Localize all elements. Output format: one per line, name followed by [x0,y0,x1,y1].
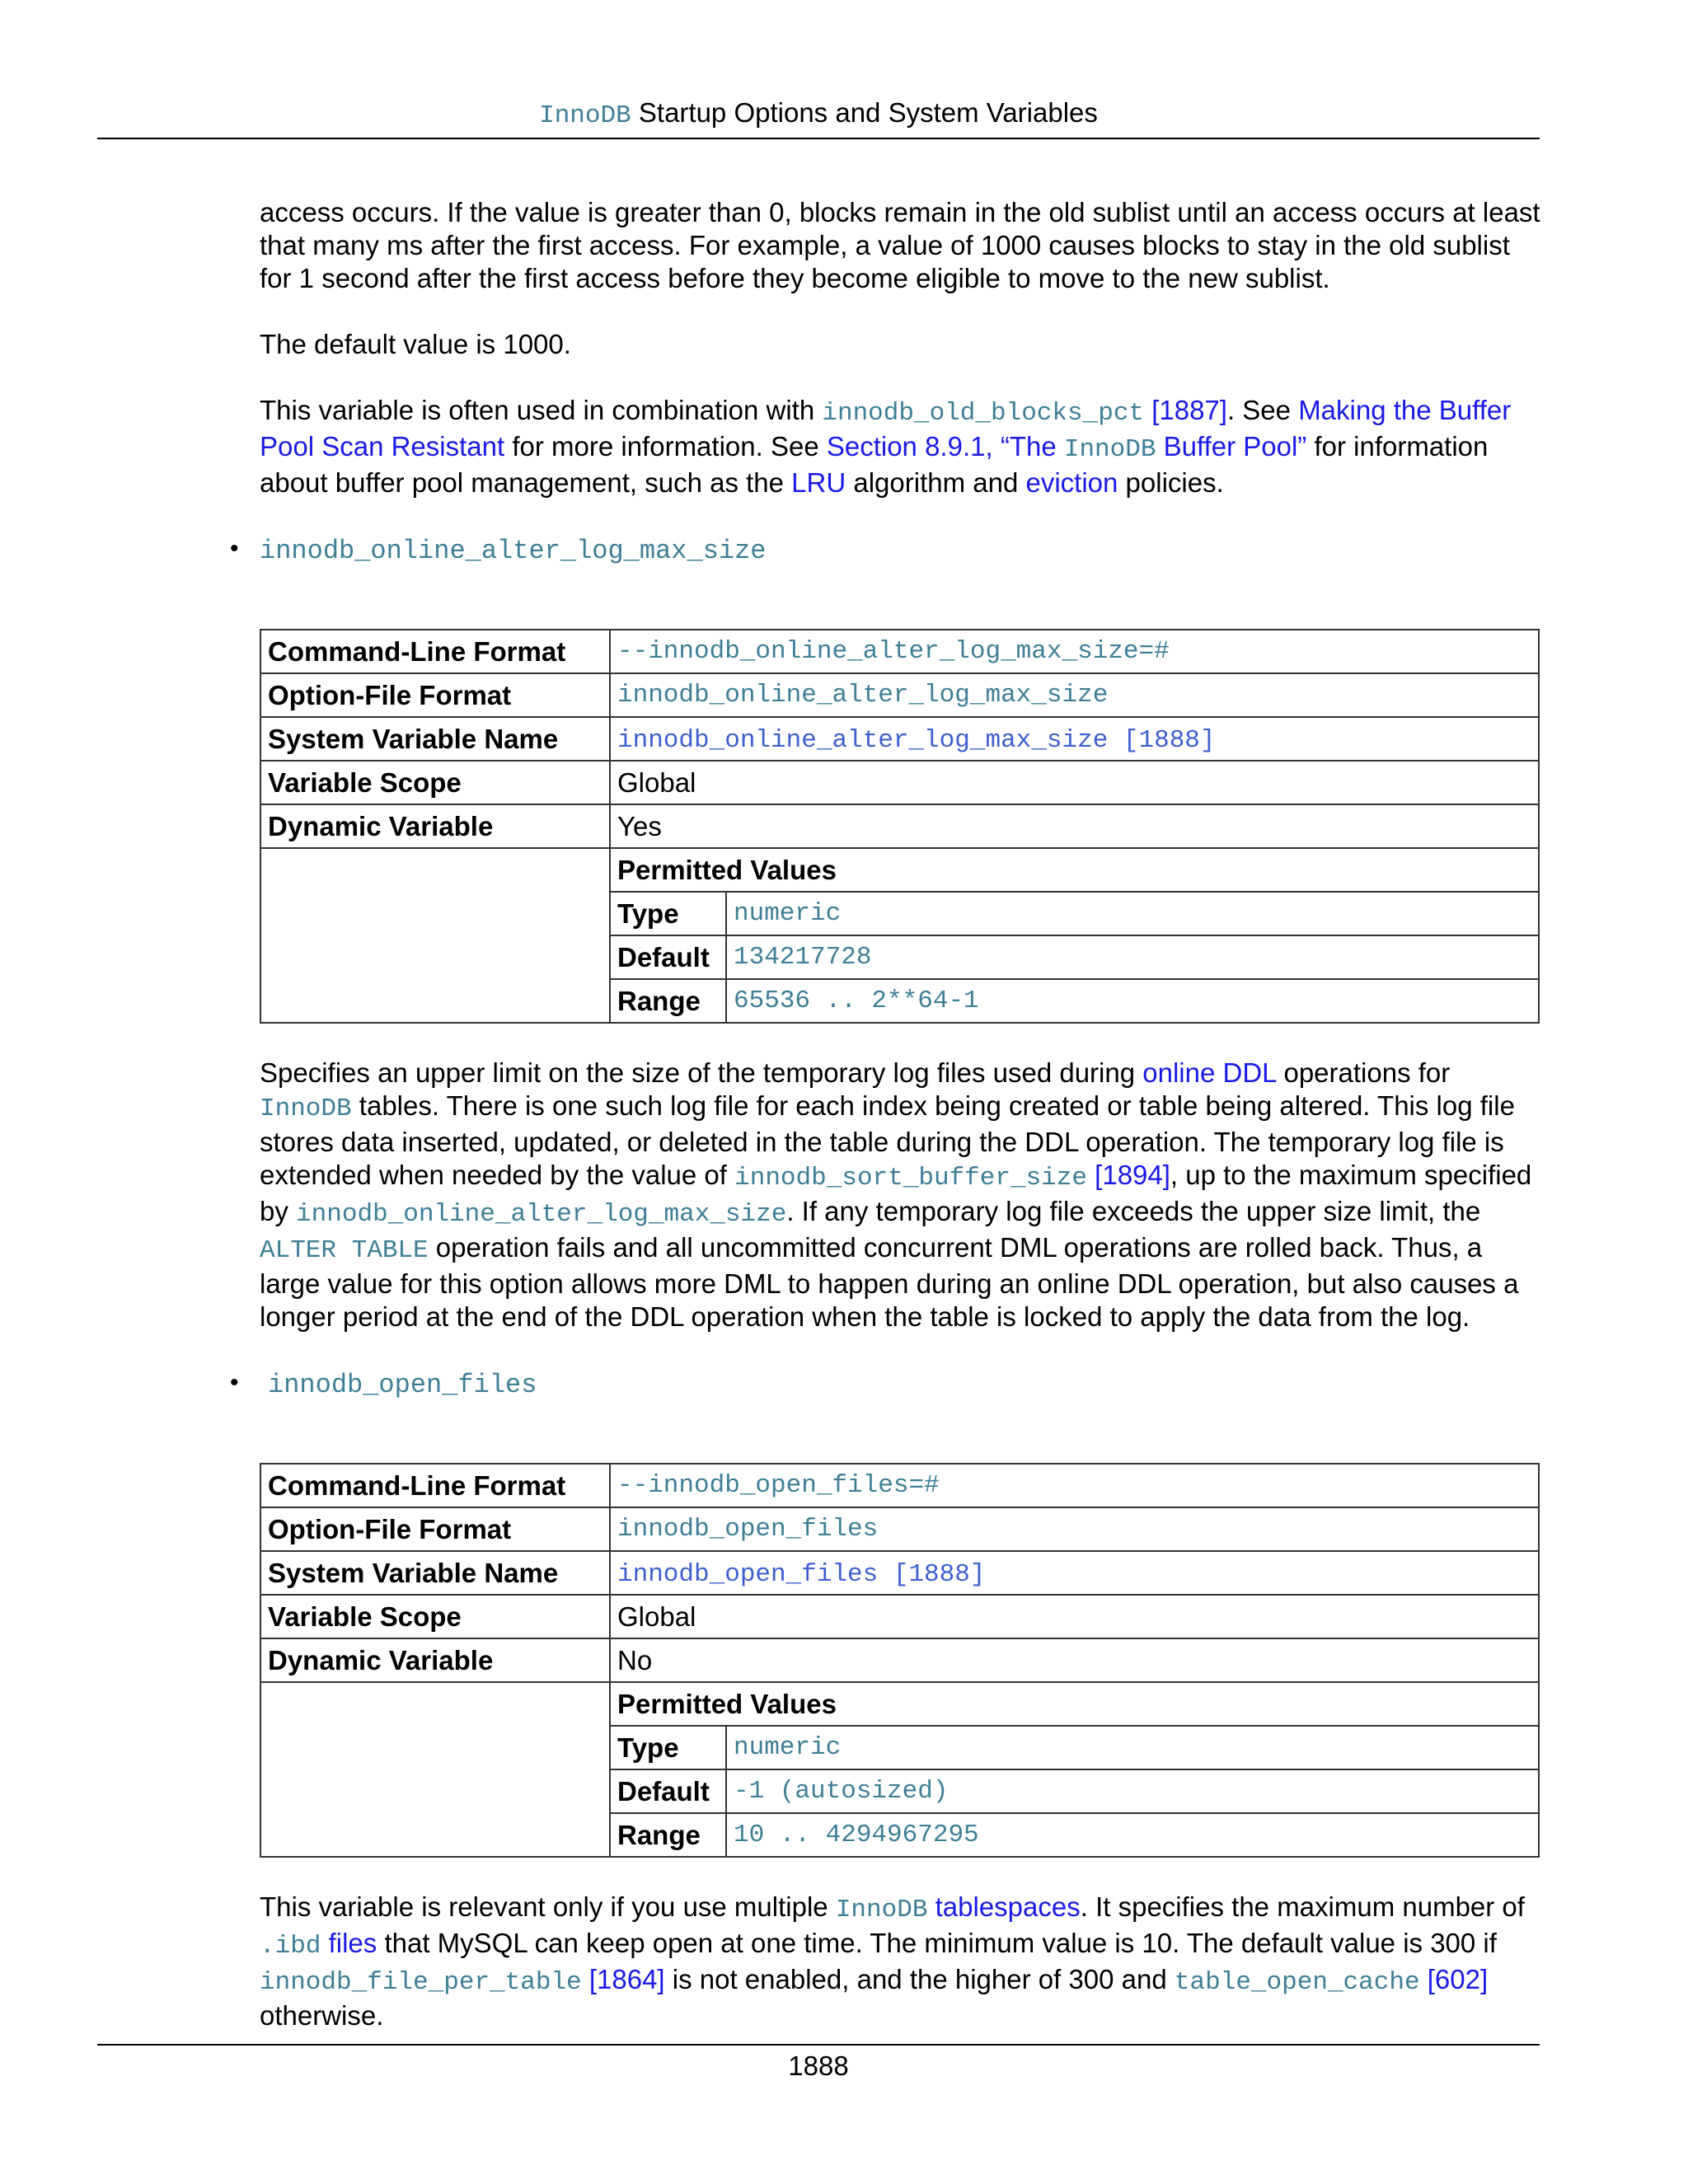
header-code: InnoDB [539,101,631,130]
permitted-values-table: Permitted Values Type numeric Default 134217728 Range 65536 .. 2**64-1 [611,849,1538,1022]
table-row: Option-File Format innodb_online_alter_log_max_size [260,673,1539,717]
table-row: Command-Line Format --innodb_online_alter_log_max_size=# [260,630,1539,673]
table-row: System Variable Name innodb_open_files [1888] [260,1551,1539,1595]
intro-paragraph-3: This variable is often used in combination with innodb_old_blocks_pct [1887]. See Making the Buffer Pool Scan Resistant for more information. See Section 8.9.1, “The InnoDB Buffer Pool” for information about buffer pool management, such as the LRU algorithm and eviction policies. [260,395,1512,498]
footer-rule [97,2044,1540,2046]
link-table-open-cache[interactable]: table_open_cache [1174,1968,1420,1997]
link-tablespaces[interactable]: tablespaces [935,1891,1081,1922]
bullet-dot-icon: • [230,535,239,562]
table-row [260,1682,1539,1857]
link-section-8-9-1[interactable]: Section 8.9.1, “The InnoDB Buffer Pool” [826,431,1307,464]
intro-paragraph-2: The default value is 1000. [260,329,571,359]
intro-paragraph-1: access occurs. If the value is greater than 0, blocks remain in the old sublist until an access occurs at least that many ms after the first access. For example, a value of 1000 causes blocks to stay in the old sublist for 1 second after the first access before they become eligible to move to the new sublist. [260,197,1540,293]
running-header [97,97,1540,130]
online-alter-log-description: Specifies an upper limit on the size of the temporary log files used during online DDL operations for InnoDB tables. There is one such log file for each index being created or table being altered. This log file stores data inserted, updated, or deleted in the table during the DDL operation. The temporary log file is extended when needed by the value of innodb_sort_buffer_size [1894], up to the maximum specified by innodb_online_alter_log_max_size. If any temporary log file exceeds the upper size limit, the ALTER TABLE operation fails and all uncommitted concurrent DML operations are rolled back. Thus, a large value for this option allows more DML to happen during an online DDL operation, but also causes a longer period at the end of the DDL operation when the table is locked to apply the data from the log. [260,1057,1532,1332]
table-row: Variable Scope Global [260,761,1539,804]
link-ref-602[interactable]: [602] [1427,1964,1489,1994]
link-innodb-sort-buffer-size[interactable]: innodb_sort_buffer_size [734,1164,1087,1193]
page-number: 1888 [788,2050,849,2081]
link-alter-table[interactable]: ALTER TABLE [260,1236,429,1265]
link-lru[interactable]: LRU [791,467,846,498]
table-row: Dynamic Variable Yes [260,804,1539,848]
options-table-open-files [260,1463,1540,1858]
link-ref-1894[interactable]: [1894] [1095,1160,1170,1190]
link-innodb-file-per-table[interactable]: innodb_file_per_table [260,1968,582,1997]
table-row [260,848,1539,1023]
options-table-online-alter-log [260,629,1540,1024]
table-row: Variable Scope Global [260,1595,1539,1638]
table-row: Command-Line Format --innodb_open_files=# [260,1464,1539,1507]
bullet-innodb-online-alter-log-max-size [230,532,1545,568]
table-row: Option-File Format innodb_open_files [260,1507,1539,1551]
table-row: Dynamic Variable No [260,1638,1539,1682]
link-ref-1887[interactable]: [1887] [1151,395,1227,425]
open-files-description: This variable is relevant only if you use multiple InnoDB tablespaces. It specifies the maximum number of .ibd files that MySQL can keep open at one time. The minimum value is 10. The default value is 300 if innodb_file_per_table [1864] is not enabled, and the higher of 300 and table_open_cache [602] otherwise. [260,1891,1525,2031]
link-innodb-online-alter-log-max-size[interactable]: innodb_online_alter_log_max_size [296,1200,787,1229]
link-online-ddl[interactable]: online DDL [1142,1057,1277,1088]
header-title: Startup Options and System Variables [638,97,1098,128]
table-row: System Variable Name innodb_online_alter_log_max_size [1888] [260,717,1539,761]
link-ref-1864[interactable]: [1864] [588,1964,665,1994]
link-files[interactable]: files [328,1928,377,1958]
permitted-values-table: Permitted Values Type numeric Default -1 (autosized) Range 10 .. 4294967295 [611,1683,1538,1856]
link-innodb-old-blocks-pct[interactable]: innodb_old_blocks_pct [822,399,1145,428]
bullet-innodb-open-files [230,1366,1545,1402]
link-eviction[interactable]: eviction [1025,467,1118,498]
link-ibd[interactable]: .ibd [260,1932,321,1961]
page-content [230,196,1545,2065]
bullet-dot-icon: • [230,1369,239,1396]
link-making-buffer-pool-scan-resistant[interactable]: Making the Buffer Pool Scan Resistant [260,395,1512,462]
bullet-title[interactable]: innodb_open_files [268,1370,537,1400]
permitted-values-cell [610,1682,1539,1857]
bullet-title[interactable]: innodb_online_alter_log_max_size [260,536,767,566]
link-sysvar-online-alter-log[interactable]: innodb_online_alter_log_max_size [1888] [617,725,1216,755]
permitted-values-cell [610,848,1539,1023]
link-sysvar-open-files[interactable]: innodb_open_files [1888] [617,1559,986,1589]
header-rule [97,138,1540,139]
